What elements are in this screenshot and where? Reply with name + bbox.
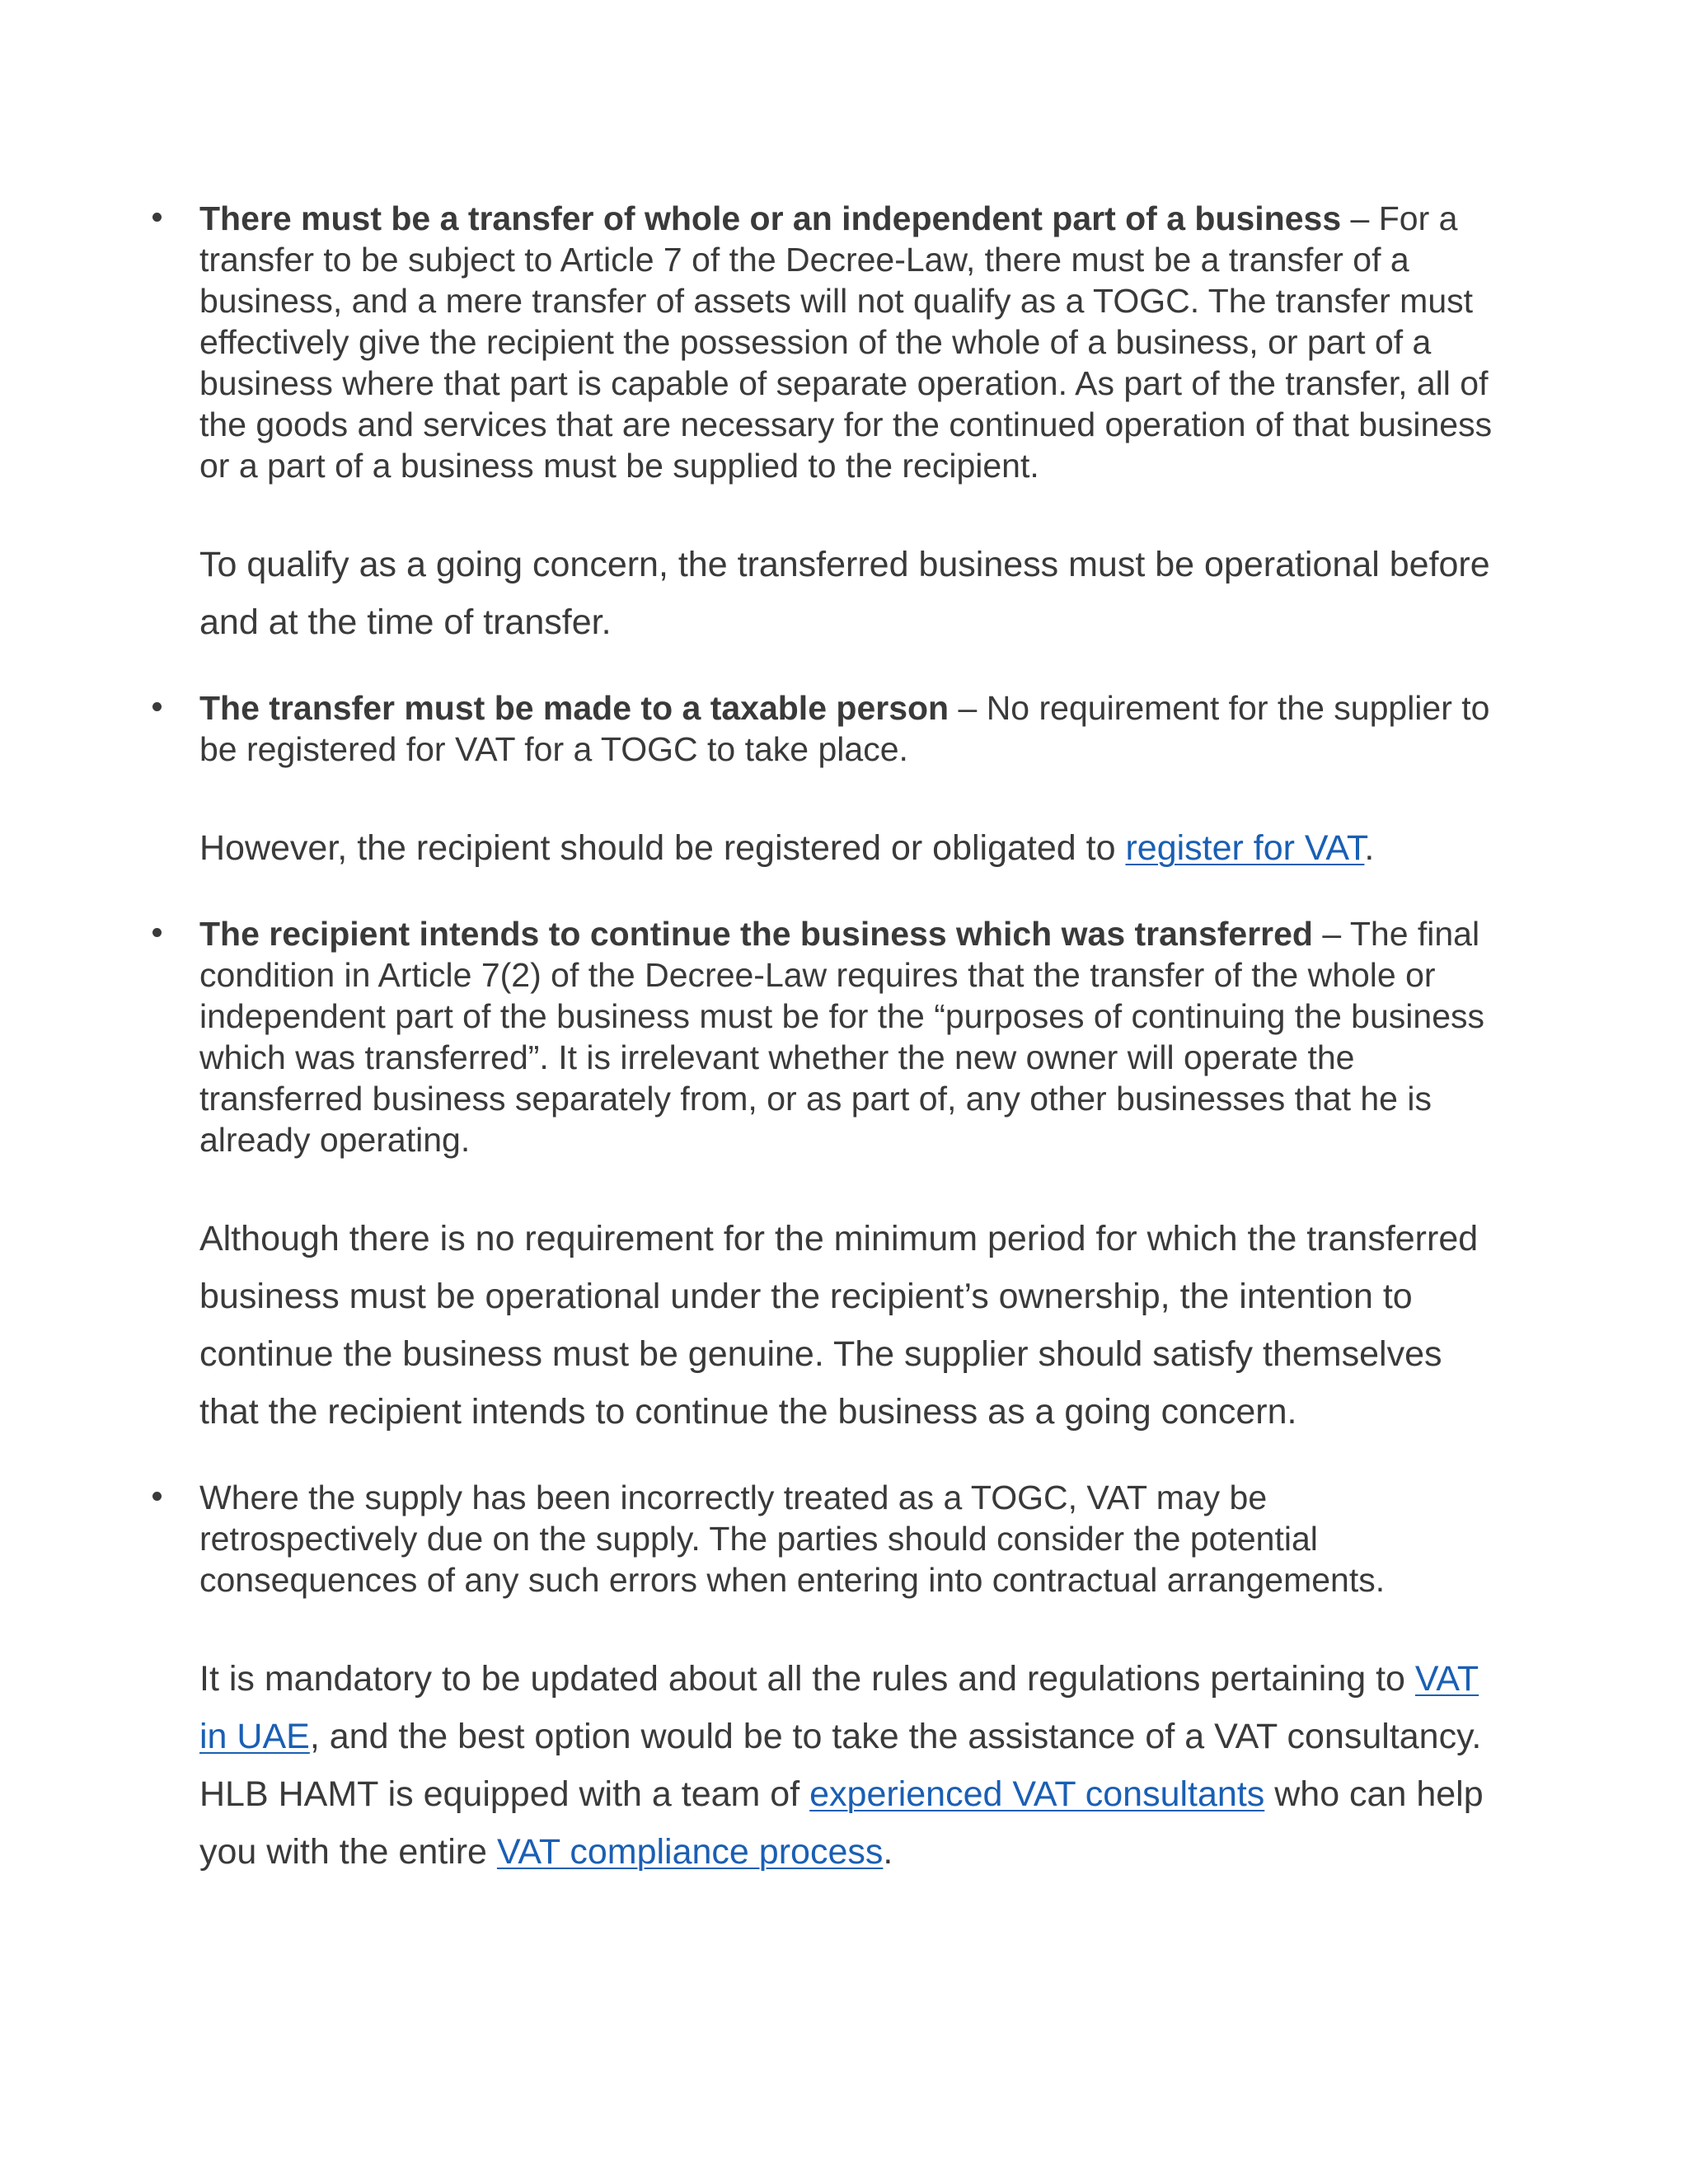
list-item [0,687,1493,877]
followup-text: who can help you with the entire [199,1774,1484,1872]
condition-list [0,198,1688,1881]
followup-text: , and the best option would be to take the assistance of a VAT consultancy. HLB HAMT is equipped with a team of [199,1717,1482,1814]
list-item [0,1477,1493,1881]
bullet-paragraph [199,913,1493,1160]
bullet-heading: The recipient intends to continue the business which was transferred [199,915,1313,953]
bullet-heading: The transfer must be made to a taxable person [199,689,950,727]
register-for-vat-link[interactable]: register for VAT [1125,828,1365,868]
bullet-text: The final condition in Article 7(2) of the Decree-Law requires that the transfer of the whole or independent part of the business must be for the “purposes of continuing the business which was transferred”. It is irrelevant whether the new owner will operate the transferred business separately from, or as part of, any other businesses that he is already operating. [199,915,1485,1159]
followup-paragraph: To qualify as a going concern, the transferred business must be operational before and at the time of transfer. [199,545,1490,642]
heading-dash: – [1341,199,1370,237]
bullet-heading: There must be a transfer of whole or an independent part of a business [199,199,1342,237]
bullet-point [152,702,162,711]
bullet-point [152,928,162,937]
bullet-paragraph: Where the supply has been incorrectly treated as a TOGC, VAT may be retrospectively due on the supply. The parties should consider the potential consequences of any such errors when entering into contractual arrangements. [199,1479,1386,1599]
bullet-point [152,1492,162,1501]
experienced-vat-consultants-link[interactable]: experienced VAT consultants [809,1774,1265,1814]
list-item [0,198,1493,651]
vat-in-uae-link[interactable]: VAT in UAE [199,1659,1479,1756]
followup-paragraph: Although there is no requirement for the minimum period for which the transferred business must be operational under the recipient’s ownership, the intention to continue the business must be genuine. The supplier should satisfy themselves that the recipient intends to continue the business as a going concern. [199,1219,1479,1432]
bullet-point [152,213,162,222]
followup-text: However, the recipient should be registered or obligated to [199,828,1126,868]
followup-paragraph [199,819,1493,877]
followup-text: It is mandatory to be updated about all the rules and regulations pertaining to [199,1659,1415,1699]
bullet-paragraph [199,687,1493,770]
bullet-text: No requirement for the supplier to be registered for VAT for a TOGC to take place. [199,689,1490,768]
bullet-paragraph [199,198,1493,486]
followup-paragraph [199,1650,1493,1881]
heading-dash: – [1312,915,1342,953]
followup-end: . [883,1832,893,1872]
list-item [0,913,1493,1441]
bullet-text: For a transfer to be subject to Article 7 of the Decree-Law, there must be a transfer of a business, and a mere transfer of assets will not qualify as a TOGC. The transfer must effectively give the recipient the possession of the whole of a business, or part of a business where that part is capable of separate operation. As part of the transfer, all of the goods and services that are necessary for the continued operation of that business or a part of a business must be supplied to the recipient. [199,199,1493,485]
followup-end: . [1364,828,1375,868]
vat-compliance-process-link[interactable]: VAT compliance process [496,1832,884,1872]
heading-dash: – [949,689,978,727]
